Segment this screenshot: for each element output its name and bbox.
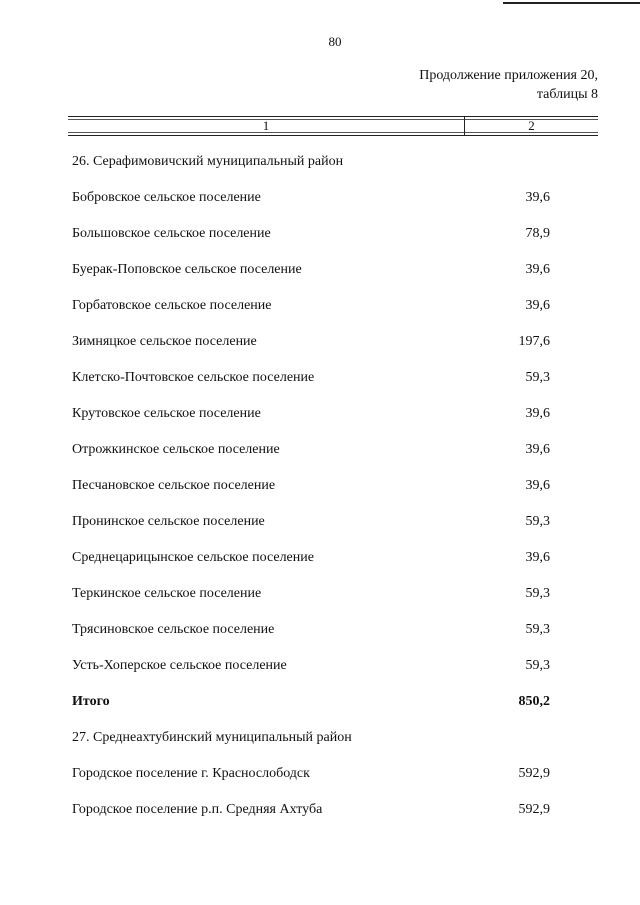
section-title-text: 26. Серафимовичский муниципальный район [72, 154, 344, 169]
settlement-name: Трясиновское сельское поселение [72, 622, 275, 637]
settlement-name: Среднецарицынское сельское поселение [72, 550, 314, 565]
settlement-name: Пронинское сельское поселение [72, 514, 265, 529]
settlement-name: Бобровское сельское поселение [72, 190, 261, 205]
settlement-value: 39,6 [525, 190, 550, 205]
settlement-value: 39,6 [525, 550, 550, 565]
settlement-name: Зимняцкое сельское поселение [72, 334, 257, 349]
table-row [72, 764, 550, 784]
caption-line-1: Продолжение приложения 20, [419, 68, 598, 83]
table-row [72, 368, 550, 388]
settlement-name: Большовское сельское поселение [72, 226, 271, 241]
settlement-name: Усть-Хоперское сельское поселение [72, 658, 287, 673]
settlement-value: 197,6 [518, 334, 550, 349]
header-column-2: 2 [528, 118, 535, 133]
settlement-name: Буерак-Поповское сельское поселение [72, 262, 302, 277]
settlement-name: Отрожкинское сельское поселение [72, 442, 280, 457]
settlement-name: Городское поселение г. Краснослободск [72, 766, 310, 781]
settlement-name: Теркинское сельское поселение [72, 586, 262, 601]
settlement-name: Городское поселение р.п. Средняя Ахтуба [72, 802, 323, 817]
table-row [72, 476, 550, 496]
settlement-value: 39,6 [525, 478, 550, 493]
total-row [72, 692, 550, 712]
settlement-value: 39,6 [525, 262, 550, 277]
table-row [72, 296, 550, 316]
settlement-value: 39,6 [525, 298, 550, 313]
total-value: 850,2 [518, 694, 550, 709]
table-row [72, 260, 550, 280]
table-row [72, 332, 550, 352]
settlement-value: 592,9 [518, 802, 550, 817]
table-row [72, 548, 550, 568]
table-row [72, 800, 550, 820]
table-row [72, 440, 550, 460]
settlement-value: 39,6 [525, 406, 550, 421]
settlement-name: Песчановское сельское поселение [72, 478, 276, 493]
page-number: 80 [328, 34, 342, 49]
settlement-name: Клетско-Почтовское сельское поселение [72, 370, 315, 385]
table-row [72, 620, 550, 640]
header-column-1: 1 [262, 118, 270, 133]
settlement-value: 39,6 [525, 442, 550, 457]
settlement-value: 59,3 [525, 622, 550, 637]
table-header [68, 116, 598, 136]
settlement-name: Крутовское сельское поселение [72, 406, 261, 421]
settlement-value: 59,3 [525, 370, 550, 385]
section-title-text: 27. Среднеахтубинский муниципальный район [72, 730, 352, 745]
settlement-value: 59,3 [525, 586, 550, 601]
table-row [72, 656, 550, 676]
table-row [72, 224, 550, 244]
total-label: Итого [72, 694, 110, 709]
settlement-value: 592,9 [518, 766, 550, 781]
settlement-name: Горбатовское сельское поселение [72, 298, 272, 313]
settlement-value: 59,3 [525, 658, 550, 673]
section-title [72, 728, 550, 748]
table-row [72, 404, 550, 424]
table-row [72, 512, 550, 532]
table-row [72, 188, 550, 208]
settlement-value: 59,3 [525, 514, 550, 529]
caption-line-2: таблицы 8 [536, 87, 598, 102]
settlement-value: 78,9 [525, 226, 550, 241]
top-corner-rule [503, 2, 640, 4]
section-title [72, 152, 550, 172]
table-row [72, 584, 550, 604]
